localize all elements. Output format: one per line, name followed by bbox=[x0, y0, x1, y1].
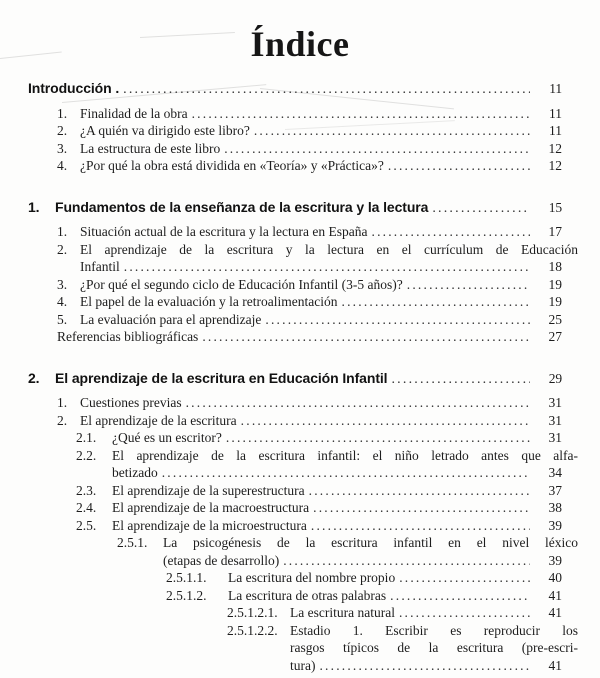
toc-entry bbox=[28, 157, 578, 175]
dot-leader bbox=[391, 371, 530, 389]
section-heading-row bbox=[28, 80, 578, 99]
toc-entry bbox=[28, 534, 578, 569]
page-number: 27 bbox=[548, 329, 562, 344]
dot-leader bbox=[224, 140, 530, 158]
page-number: 34 bbox=[548, 465, 562, 480]
dot-leader bbox=[432, 200, 530, 218]
dot-leader bbox=[388, 157, 530, 175]
page-number: 31 bbox=[548, 395, 562, 410]
toc-entry bbox=[28, 241, 578, 276]
page-number: 31 bbox=[548, 412, 562, 428]
page-number: 39 bbox=[548, 552, 562, 568]
page-number: 15 bbox=[548, 199, 562, 215]
dot-leader bbox=[192, 105, 530, 123]
entry-number: 1. bbox=[57, 105, 68, 121]
page-number: 38 bbox=[548, 500, 562, 515]
entry-label: El aprendizaje de la escritura bbox=[80, 412, 237, 428]
entry-number: 2.5.1.2.2. bbox=[227, 622, 278, 638]
entry-label: El aprendizaje de la escritura infantil: el niño letrado antes que alfa- bbox=[112, 447, 578, 463]
entry-label: betizado bbox=[112, 465, 158, 480]
entry-number: 2. bbox=[57, 412, 68, 428]
toc-entry bbox=[28, 394, 578, 412]
dot-leader bbox=[319, 657, 530, 675]
toc-entry-line bbox=[28, 517, 578, 535]
entry-number: 2.4. bbox=[76, 500, 97, 515]
entry-label: La escritura natural bbox=[290, 605, 395, 620]
page-number: 12 bbox=[548, 158, 562, 173]
toc-entry bbox=[28, 569, 578, 587]
entry-label: ¿Por qué la obra está dividida en «Teoría» y «Práctica»? bbox=[80, 158, 384, 173]
page-number: 40 bbox=[548, 570, 562, 585]
page-number: 39 bbox=[548, 517, 562, 533]
page-number: 17 bbox=[548, 224, 562, 239]
dot-leader bbox=[123, 81, 530, 99]
dot-leader bbox=[186, 394, 530, 412]
entry-label: Infantil bbox=[80, 259, 120, 274]
section-number: 1. bbox=[28, 198, 40, 215]
toc-entry-line bbox=[28, 293, 578, 311]
toc-entry bbox=[28, 622, 578, 675]
entry-label: Cuestiones previas bbox=[80, 395, 182, 410]
page-number: 41 bbox=[548, 605, 562, 620]
entry-number: 2. bbox=[57, 241, 68, 257]
entry-label: ¿Qué es un escritor? bbox=[112, 430, 222, 445]
page-number: 18 bbox=[548, 259, 562, 274]
entry-number: 1. bbox=[57, 395, 68, 410]
entry-number: 2.3. bbox=[76, 482, 97, 498]
page-number: 41 bbox=[548, 587, 562, 603]
toc-entry bbox=[28, 276, 578, 294]
entry-number: 2. bbox=[57, 123, 68, 138]
toc-entry-line bbox=[28, 311, 578, 329]
dot-leader bbox=[283, 552, 530, 570]
dot-leader bbox=[309, 482, 530, 500]
toc-entry bbox=[28, 604, 578, 622]
page-number: 19 bbox=[548, 276, 562, 292]
toc-entry-line bbox=[28, 534, 578, 552]
entry-label: rasgos típicos de la escritura (pre-escri- bbox=[290, 640, 578, 655]
toc-entry bbox=[28, 328, 578, 346]
toc-entry bbox=[28, 223, 578, 241]
toc-entry bbox=[28, 412, 578, 430]
entry-label: El papel de la evaluación y la retroalimentación bbox=[80, 294, 338, 309]
toc-entry-line bbox=[28, 328, 578, 346]
dot-leader bbox=[313, 499, 530, 517]
toc-entry-line bbox=[28, 657, 578, 675]
entry-label: tura) bbox=[290, 657, 316, 673]
page-number: 11 bbox=[549, 81, 562, 96]
toc-entry bbox=[28, 517, 578, 535]
dot-leader bbox=[254, 122, 530, 140]
entry-number: 4. bbox=[57, 294, 68, 309]
toc-section bbox=[28, 80, 578, 175]
section-number: 2. bbox=[28, 369, 40, 386]
toc-entry-line bbox=[28, 482, 578, 500]
toc-entry bbox=[28, 105, 578, 123]
entry-label: El aprendizaje de la escritura y la lectura en el currículum de Educación bbox=[80, 241, 578, 257]
toc-entry bbox=[28, 311, 578, 329]
page-number: 37 bbox=[548, 482, 562, 498]
page-number: 29 bbox=[548, 370, 562, 386]
section-heading-label: El aprendizaje de la escritura en Educación Infantil bbox=[55, 369, 388, 386]
entry-label: El aprendizaje de la superestructura bbox=[112, 482, 305, 498]
toc bbox=[28, 80, 578, 674]
page-number: 12 bbox=[548, 140, 562, 156]
toc-entry bbox=[28, 429, 578, 447]
toc-entry bbox=[28, 447, 578, 482]
entry-label: ¿A quién va dirigido este libro? bbox=[80, 123, 250, 138]
entry-label: Estadio 1. Escribir es reproducir los bbox=[290, 622, 578, 638]
page-number: 11 bbox=[549, 105, 562, 121]
toc-entry-line bbox=[28, 569, 578, 587]
dot-leader bbox=[241, 412, 530, 430]
dot-leader bbox=[407, 276, 530, 294]
toc-entry-line bbox=[28, 499, 578, 517]
toc-entry-line bbox=[28, 223, 578, 241]
entry-label: La psicogénesis de la escritura infantil en el nivel léxico bbox=[163, 535, 578, 550]
dot-leader bbox=[399, 604, 530, 622]
entry-label: La estructura de este libro bbox=[80, 140, 221, 156]
page-title: Índice bbox=[250, 24, 350, 64]
entry-number: 2.5.1.2. bbox=[166, 587, 207, 603]
entry-label: La escritura de otras palabras bbox=[228, 587, 387, 603]
entry-number: 3. bbox=[57, 276, 68, 292]
entry-label: Situación actual de la escritura y la lectura en España bbox=[80, 224, 368, 239]
dot-leader bbox=[124, 258, 530, 276]
toc-entry-line bbox=[28, 122, 578, 140]
toc-entry bbox=[28, 499, 578, 517]
entry-label: La escritura del nombre propio bbox=[228, 570, 396, 585]
toc-entry bbox=[28, 482, 578, 500]
page-number: 19 bbox=[548, 294, 562, 309]
entry-number: 4. bbox=[57, 158, 68, 173]
toc-entry-line bbox=[28, 552, 578, 570]
dot-leader bbox=[390, 587, 530, 605]
toc-entry-line bbox=[28, 447, 578, 465]
entry-label: Finalidad de la obra bbox=[80, 105, 188, 121]
toc-entry-line bbox=[28, 639, 578, 657]
entry-label: El aprendizaje de la microestructura bbox=[112, 517, 307, 533]
toc-entry-line bbox=[28, 464, 578, 482]
toc-entry bbox=[28, 140, 578, 158]
entry-number: 2.5.1. bbox=[117, 535, 148, 550]
toc-entry-line bbox=[28, 140, 578, 158]
toc-entry-line bbox=[28, 429, 578, 447]
page-number: 25 bbox=[548, 311, 562, 327]
dot-leader bbox=[311, 517, 530, 535]
entry-number: 1. bbox=[57, 224, 68, 239]
toc-entry bbox=[28, 587, 578, 605]
entry-number: 2.5. bbox=[76, 517, 97, 533]
entry-label: El aprendizaje de la macroestructura bbox=[112, 500, 310, 515]
entry-label: (etapas de desarrollo) bbox=[163, 552, 280, 568]
page-number: 11 bbox=[549, 123, 562, 138]
toc-entry-line bbox=[28, 276, 578, 294]
dot-leader bbox=[342, 293, 530, 311]
entry-number: 2.5.1.2.1. bbox=[227, 605, 278, 620]
toc-section bbox=[28, 199, 578, 346]
entry-number: 5. bbox=[57, 311, 68, 327]
dot-leader bbox=[202, 328, 530, 346]
entry-label: ¿Por qué el segundo ciclo de Educación Infantil (3-5 años)? bbox=[80, 276, 403, 292]
toc-entry-line bbox=[28, 394, 578, 412]
entry-number: 2.2. bbox=[76, 447, 97, 463]
entry-label: La evaluación para el aprendizaje bbox=[80, 311, 262, 327]
toc-entry-line bbox=[28, 587, 578, 605]
section-heading-label: Fundamentos de la enseñanza de la escritura y la lectura bbox=[55, 198, 429, 215]
toc-entry bbox=[28, 122, 578, 140]
page-number: 41 bbox=[548, 657, 562, 673]
section-heading-label: Introducción . bbox=[28, 80, 120, 96]
dot-leader bbox=[372, 223, 531, 241]
toc-entry-line bbox=[28, 412, 578, 430]
dot-leader bbox=[162, 464, 530, 482]
entry-number: 2.1. bbox=[76, 430, 97, 445]
toc-entry-line bbox=[28, 105, 578, 123]
entry-label: Referencias bibliográficas bbox=[57, 329, 199, 344]
dot-leader bbox=[399, 569, 530, 587]
toc-entry-line bbox=[28, 604, 578, 622]
dot-leader bbox=[265, 311, 530, 329]
toc-entry-line bbox=[28, 157, 578, 175]
entry-number: 3. bbox=[57, 140, 68, 156]
toc-entry-line bbox=[28, 622, 578, 640]
page-number: 31 bbox=[548, 430, 562, 445]
section-heading-row bbox=[28, 199, 578, 218]
section-heading-row bbox=[28, 370, 578, 389]
entry-number: 2.5.1.1. bbox=[166, 570, 207, 585]
toc-entry bbox=[28, 293, 578, 311]
toc-entry-line bbox=[28, 258, 578, 276]
toc-entry-line bbox=[28, 241, 578, 259]
toc-section bbox=[28, 370, 578, 675]
dot-leader bbox=[226, 429, 530, 447]
